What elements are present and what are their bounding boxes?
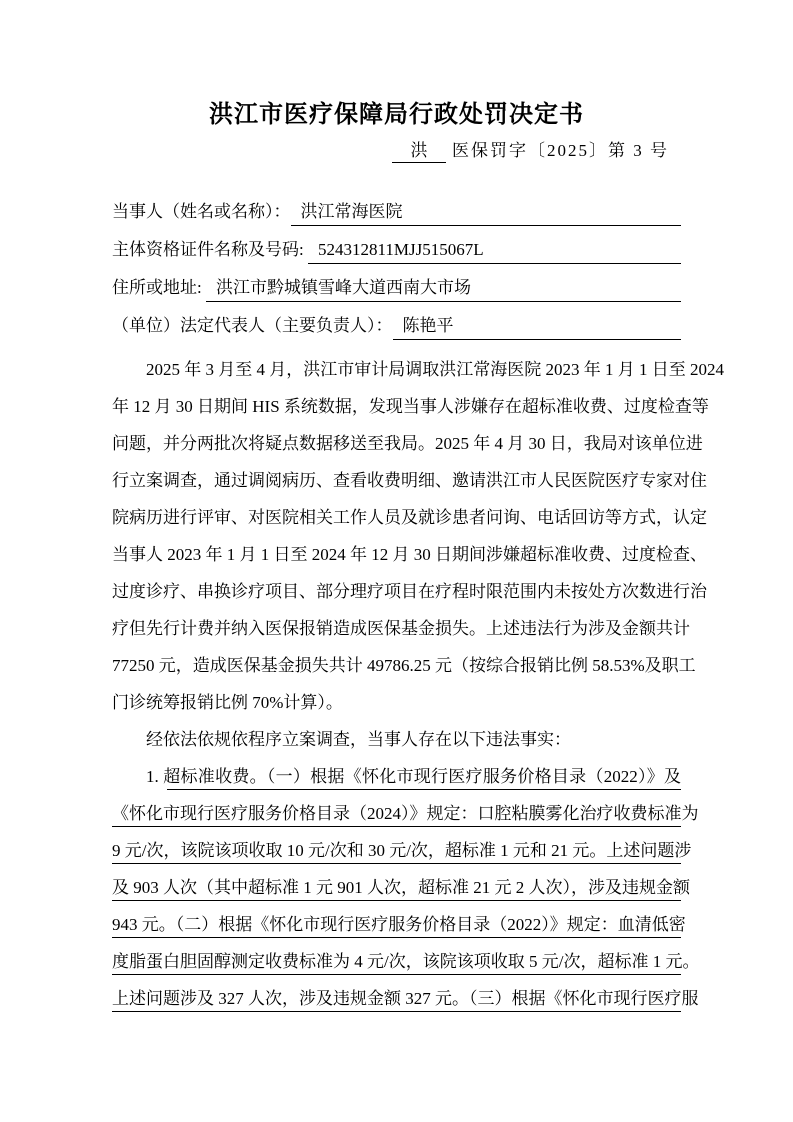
field-label: 住所或地址: <box>112 278 206 297</box>
body-paragraph-facts-intro <box>112 721 681 758</box>
body-line: 《怀化市现行医疗服务价格目录（2024）》规定：口腔粘膜雾化治疗收费标准为 <box>112 795 681 832</box>
party-fields <box>112 199 681 351</box>
body-line: 过度诊疗、串换诊疗项目、部分理疗项目在疗程时限范围内未按处方次数进行治 <box>112 582 707 601</box>
field-row <box>112 237 681 275</box>
field-row <box>112 313 681 351</box>
field-value: 洪江常海医院 <box>291 199 682 226</box>
document-number-prefix: 洪 <box>392 140 446 163</box>
field-row <box>112 275 681 313</box>
body-line: 院病历进行评审、对医院相关工作人员及就诊患者问询、电话回访等方式，认定 <box>112 508 707 527</box>
body-paragraph-violation-item-1 <box>112 758 700 1017</box>
body-line: 943 元。（二）根据《怀化市现行医疗服务价格目录（2022）》规定：血清低密 <box>112 906 681 943</box>
body-line: 9 元/次，该院该项收取 10 元/次和 30 元/次，超标准 1 元和 21 元。上述问题涉 <box>112 832 681 869</box>
field-label: 当事人（姓名或名称）： <box>112 202 291 221</box>
body-line: 度脂蛋白胆固醇测定收费标准为 4 元/次，该院该项收取 5 元/次，超标准 1 元。 <box>112 943 681 980</box>
document-title: 洪江市医疗保障局行政处罚决定书 <box>209 102 584 128</box>
body-line: 问题，并分两批次将疑点数据移送至我局。2025 年 4 月 30 日，我局对该单位进 <box>112 434 703 453</box>
field-value: 陈艳平 <box>393 313 682 340</box>
document-body <box>112 351 724 1017</box>
body-line: 门诊统筹报销比例 70%计算）。 <box>112 693 343 712</box>
field-label: （单位）法定代表人（主要负责人）： <box>112 316 393 335</box>
body-line: 经依法依规依程序立案调查，当事人存在以下违法事实： <box>146 730 571 749</box>
body-line: 当事人 2023 年 1 月 1 日至 2024 年 12 月 30 日期间涉嫌超标准收费、过度检查、 <box>112 545 707 564</box>
field-label: 主体资格证件名称及号码: <box>112 240 308 259</box>
body-line: 77250 元，造成医保基金损失共计 49786.25 元（按综合报销比例 58.53%及职工 <box>112 656 696 675</box>
field-row <box>112 199 681 237</box>
field-value: 524312811MJJ515067L <box>308 237 681 264</box>
body-line: 年 12 月 30 日期间 HIS 系统数据，发现当事人涉嫌存在超标准收费、过度检查等 <box>112 397 709 416</box>
body-paragraph-investigation-summary <box>112 351 724 721</box>
body-line: 及 903 人次（其中超标准 1 元 901 人次，超标准 21 元 2 人次），涉及违规金额 <box>112 869 681 906</box>
document-number <box>112 140 681 163</box>
body-line: 1. 超标准收费。（一）根据《怀化市现行医疗服务价格目录（2022）》及 <box>112 758 681 795</box>
document-number-text: 医保罚字〔2025〕第 3 号 <box>452 141 669 160</box>
field-value: 洪江市黔城镇雪峰大道西南大市场 <box>206 275 681 302</box>
body-line: 行立案调查，通过调阅病历、查看收费明细、邀请洪江市人民医院医疗专家对住 <box>112 471 707 490</box>
body-line: 上述问题涉及 327 人次，涉及违规金额 327 元。（三）根据《怀化市现行医疗服 <box>112 980 681 1017</box>
body-line: 疗但先行计费并纳入医保报销造成医保基金损失。上述违法行为涉及金额共计 <box>112 619 690 638</box>
body-line: 2025 年 3 月至 4 月，洪江市审计局调取洪江常海医院 2023 年 1 月 1 日至 2024 <box>146 360 724 379</box>
